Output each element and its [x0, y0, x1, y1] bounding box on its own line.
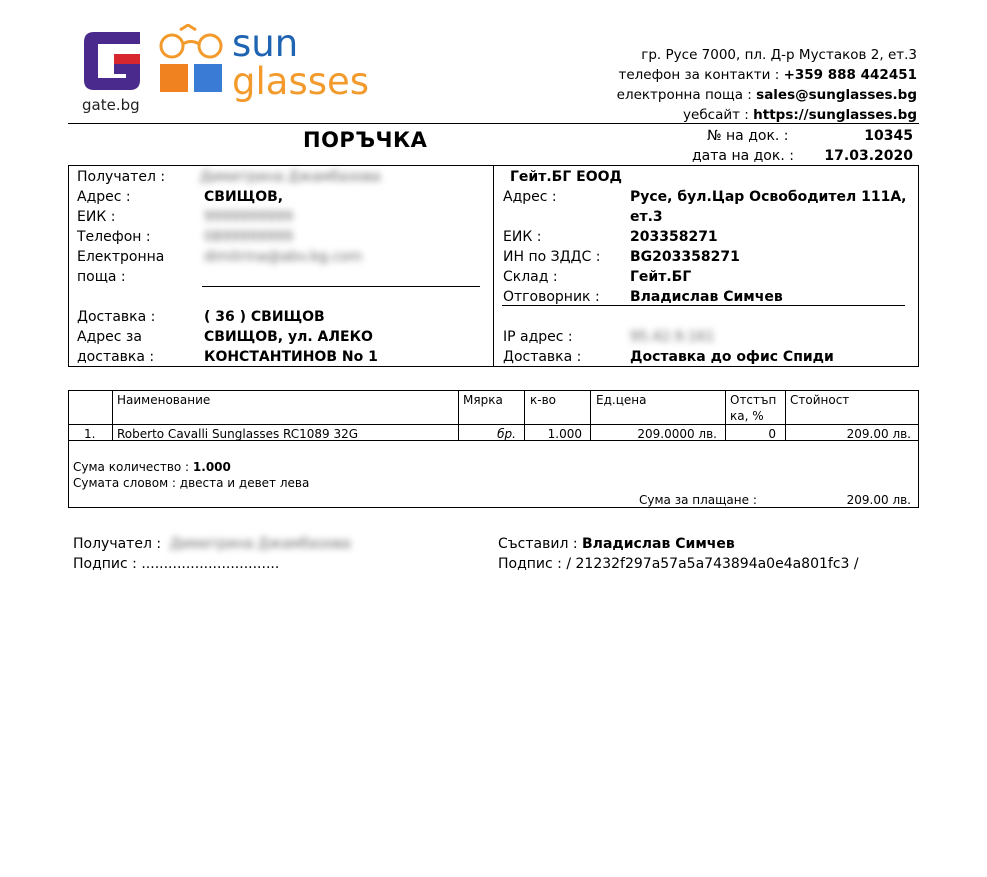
recipient-email-label-2: поща : — [77, 269, 126, 285]
doc-date: 17.03.2020 — [824, 148, 913, 164]
sum-words: двеста и девет лева — [179, 476, 310, 490]
company-website: https://sunglasses.bg — [753, 107, 917, 123]
supplier-responsible-label: Отговорник : — [503, 289, 600, 305]
supplier-warehouse-label: Склад : — [503, 269, 558, 285]
recipient-address: СВИЩОВ, — [204, 189, 284, 205]
sign-author-label: Съставил : — [498, 536, 583, 552]
recipient-underline — [202, 286, 480, 287]
sign-author-hash: / 21232f297a57a5a743894a0e4a801fc3 / — [566, 556, 859, 572]
delivery-address-label-1: Адрес за — [77, 329, 142, 345]
sign-author-line — [498, 534, 735, 554]
company-phone-line — [617, 65, 917, 85]
supplier-warehouse: Гейт.БГ — [630, 269, 692, 285]
company-email: sales@sunglasses.bg — [756, 87, 917, 103]
supplier-ip-label: IP адрес : — [503, 329, 573, 345]
company-email-line — [617, 85, 917, 105]
pay-total: 209.00 лв. — [846, 493, 911, 507]
header-total: Стойност — [790, 393, 850, 407]
recipient-name: Димитрина Джамбазова — [200, 169, 381, 185]
sign-recipient-label: Получател : — [73, 536, 162, 552]
sign-recipient-dots: ............................... — [141, 556, 280, 572]
doc-date-label: дата на док. : — [692, 148, 794, 164]
supplier-address-label: Адрес : — [503, 189, 557, 205]
company-address: гр. Русе 7000, пл. Д-р Мустаков 2, ет.3 — [641, 47, 917, 63]
gate-brand-text: gate.bg — [82, 96, 140, 114]
delivery-address-2: КОНСТАНТИНОВ No 1 — [204, 349, 378, 365]
supplier-eik: 203358271 — [630, 229, 718, 245]
pay-label: Сума за плащане : — [639, 493, 757, 507]
recipient-phone: 0899999999 — [204, 229, 294, 245]
document-title: ПОРЪЧКА — [303, 128, 428, 152]
supplier-vat-label: ИН по ЗДДС : — [503, 249, 601, 265]
sum-words-line — [73, 476, 309, 490]
recipient-eik: 9999999999 — [204, 209, 294, 225]
sign-recipient-sign-label: Подпис : — [73, 556, 142, 572]
recipient-email-label-1: Електронна — [77, 249, 165, 265]
sign-author-sign-label: Подпис : — [498, 556, 567, 572]
doc-number-label: № на док. : — [707, 128, 789, 144]
row-1-qty: 1.000 — [547, 427, 582, 441]
sign-author-sign-line — [498, 554, 859, 574]
sum-words-label: Сумата словом : — [73, 476, 180, 490]
sum-qty: 1.000 — [192, 460, 231, 474]
sum-qty-line — [73, 460, 231, 474]
row-1-discount: 0 — [768, 427, 776, 441]
supplier-address-2: ет.3 — [630, 209, 663, 225]
gate-logo-accent — [114, 54, 140, 64]
delivery-address-label-2: доставка : — [77, 349, 155, 365]
supplier-vat: BG203358271 — [630, 249, 740, 265]
supplier-ip: 95.42.9.161 — [630, 329, 715, 345]
header-divider — [68, 123, 919, 124]
items-table — [68, 390, 919, 508]
sum-qty-label: Сума количество : — [73, 460, 193, 474]
recipient-eik-label: ЕИК : — [77, 209, 116, 225]
company-email-label: електронна поща : — [616, 87, 757, 103]
parties-divider — [493, 165, 494, 366]
supplier-underline — [502, 305, 905, 306]
sign-author-name: Владислав Симчев — [582, 536, 735, 552]
supplier-responsible: Владислав Симчев — [630, 289, 783, 305]
delivery-label: Доставка : — [77, 309, 156, 325]
company-website-label: уебсайт : — [683, 107, 754, 123]
col-line-1 — [112, 390, 113, 441]
supplier-address-1: Русе, бул.Цар Освободител 111А, — [630, 189, 907, 205]
recipient-phone-label: Телефон : — [77, 229, 151, 245]
glasses-brand-text: glasses — [232, 60, 370, 103]
delivery-city: ( 36 ) СВИЩОВ — [204, 309, 325, 325]
doc-number: 10345 — [864, 128, 913, 144]
sign-recipient-line — [73, 554, 279, 574]
supplier-eik-label: ЕИК : — [503, 229, 542, 245]
header-discount-2: ка, % — [730, 409, 764, 423]
row-1-num: 1. — [84, 427, 96, 441]
recipient-address-label: Адрес : — [77, 189, 131, 205]
row-1-total: 209.00 лв. — [846, 427, 911, 441]
recipient-email: dimitrina@abv.bg.com — [204, 249, 363, 265]
header-price: Ед.цена — [596, 393, 647, 407]
company-phone-label: телефон за контакти : — [618, 67, 784, 83]
supplier-delivery-label: Доставка : — [503, 349, 582, 365]
row-1-price: 209.0000 лв. — [637, 427, 717, 441]
supplier-name: Гейт.БГ ЕООД — [510, 169, 622, 185]
delivery-address-1: СВИЩОВ, ул. АЛЕКО — [204, 329, 373, 345]
row-1-name: Roberto Cavalli Sunglasses RC1089 32G — [117, 427, 359, 441]
supplier-delivery: Доставка до офис Спиди — [630, 349, 834, 365]
sign-recipient-name: Димитрина Джамбазова — [170, 536, 351, 552]
header-qty: к-во — [530, 393, 556, 407]
row-1-unit: бр. — [497, 427, 516, 441]
header-name: Наименование — [117, 393, 211, 407]
recipient-name-label: Получател : — [77, 169, 166, 185]
company-website-line — [617, 105, 917, 125]
items-header-line — [68, 424, 919, 425]
company-info — [617, 45, 917, 125]
sun-brand-text: sun — [232, 22, 299, 65]
company-phone: +359 888 442451 — [783, 67, 917, 83]
header-discount-1: Отстъп — [730, 393, 777, 407]
header-unit: Мярка — [463, 393, 503, 407]
